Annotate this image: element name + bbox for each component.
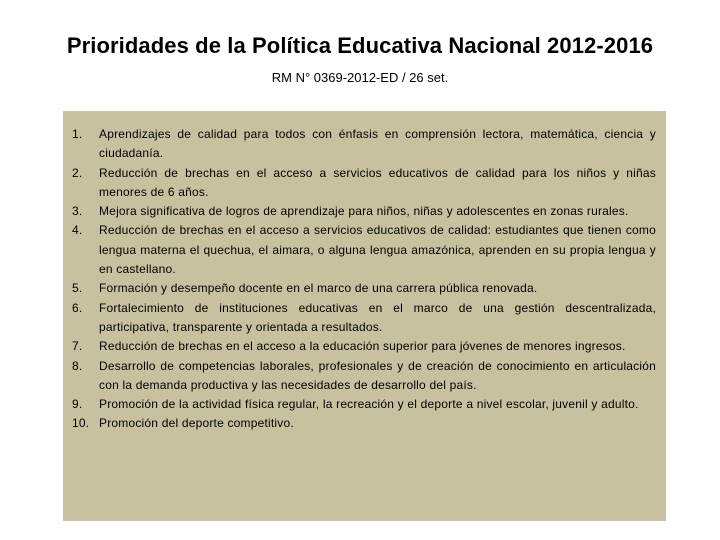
priority-item <box>72 125 656 164</box>
priority-text: Mejora significativa de logros de aprendizaje para niños, niñas y adolescentes en zonas rurales. <box>99 204 629 219</box>
priority-item <box>72 414 656 433</box>
priority-text: Reducción de brechas en el acceso a servicios educativos de calidad: estudiantes que tienen como lengua materna el quechua, el aimara, o alguna lengua amazónica, aprenden en su propia lengua y en castellano. <box>99 223 656 277</box>
priority-number: 7. <box>72 339 83 354</box>
priorities-list <box>72 125 656 434</box>
priority-text: Reducción de brechas en el acceso a servicios educativos de calidad para los niños y niñas menores de 6 años. <box>99 165 656 199</box>
priority-number: 10. <box>72 416 90 431</box>
priority-number: 2. <box>72 165 83 180</box>
priority-item <box>72 299 656 338</box>
priority-text: Aprendizajes de calidad para todos con énfasis en comprensión lectora, matemática, ciencia y ciudadanía. <box>99 127 656 161</box>
priority-number: 6. <box>72 300 83 315</box>
priority-item <box>72 221 656 279</box>
priority-number: 3. <box>72 204 83 219</box>
priority-number: 9. <box>72 397 83 412</box>
priority-number: 5. <box>72 281 83 296</box>
priority-text: Formación y desempeño docente en el marco de una carrera pública renovada. <box>99 281 538 296</box>
priority-item <box>72 164 656 203</box>
priority-item <box>72 357 656 396</box>
priority-text: Desarrollo de competencias laborales, profesionales y de creación de conocimiento en articulación con la demanda productiva y las necesidades de desarrollo del país. <box>99 358 656 392</box>
priority-item <box>72 279 656 298</box>
priority-text: Fortalecimiento de instituciones educativas en el marco de una gestión descentralizada, participativa, transparente y orientada a resultados. <box>99 300 656 334</box>
priority-text: Reducción de brechas en el acceso a la educación superior para jóvenes de menores ingresos. <box>99 339 626 354</box>
priorities-panel <box>63 111 666 521</box>
priority-item <box>72 337 656 356</box>
priority-text: Promoción de la actividad física regular, la recreación y el deporte a nivel escolar, juvenil y adulto. <box>99 397 639 412</box>
priority-item <box>72 395 656 414</box>
slide-subtitle: RM N° 0369-2012-ED / 26 set. <box>271 70 449 85</box>
priority-item <box>72 202 656 221</box>
slide-title: Prioridades de la Política Educativa Nacional 2012-2016 <box>66 33 654 58</box>
priority-number: 1. <box>72 127 83 141</box>
priority-text: Promoción del deporte competitivo. <box>99 416 294 431</box>
priority-number: 8. <box>72 358 83 373</box>
priority-number: 4. <box>72 223 83 238</box>
